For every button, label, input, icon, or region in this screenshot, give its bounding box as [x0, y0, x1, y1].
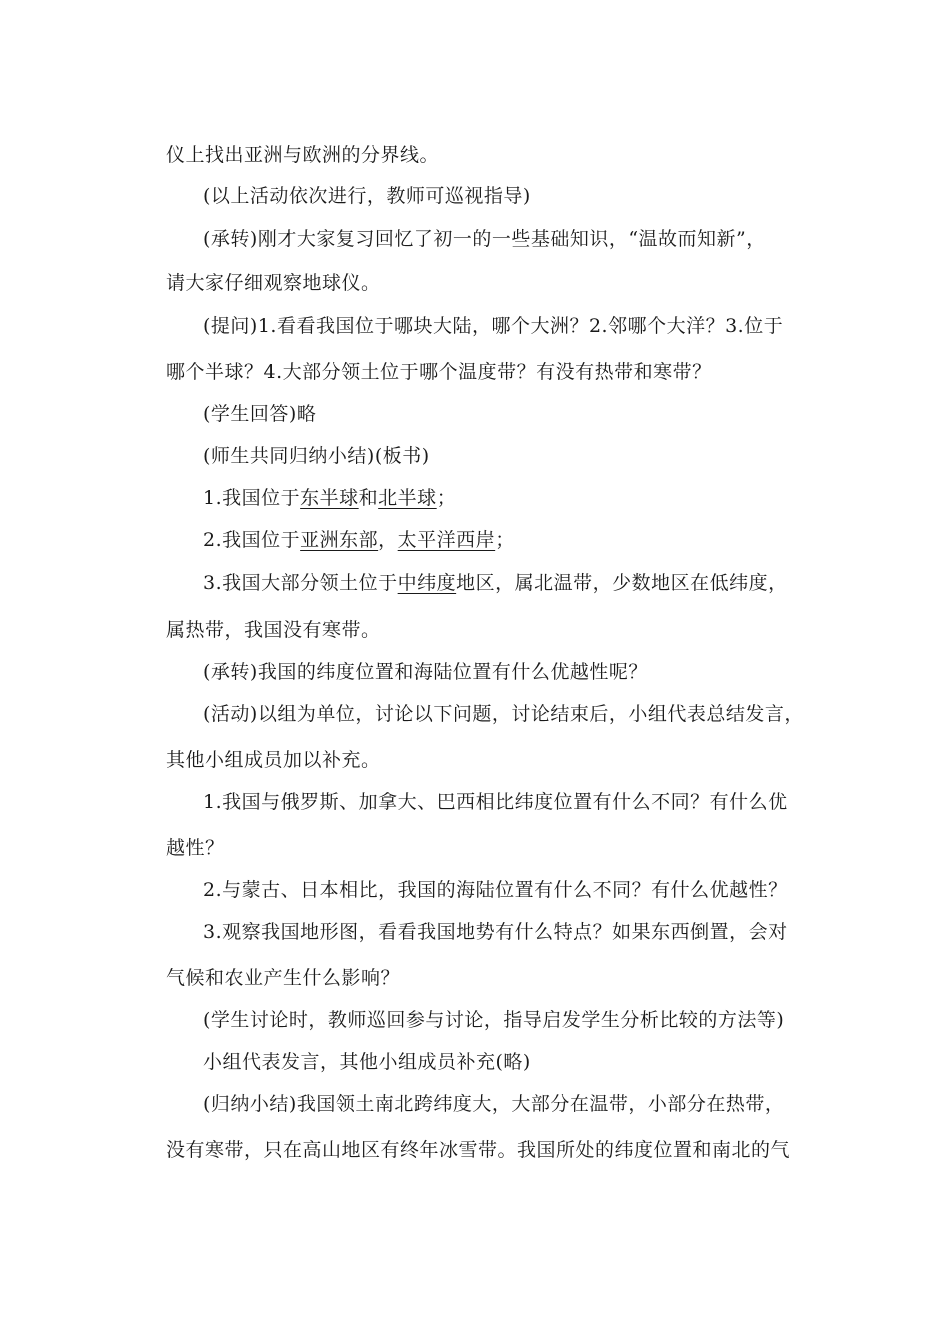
summary-prefix: 1.我国位于 — [203, 487, 301, 509]
underlined-term: 太平洋西岸 — [397, 529, 496, 551]
paragraph-line: 属热带，我国没有寒带。 — [166, 619, 381, 641]
paragraph-line: (归纳小结)我国领土南北跨纬度大，大部分在温带，小部分在热带， — [203, 1093, 785, 1115]
paragraph-line: 气候和农业产生什么影响？ — [166, 967, 401, 989]
summary-connector: 和 — [358, 487, 379, 509]
summary-item-1 — [203, 486, 456, 510]
summary-prefix: 2.我国位于 — [203, 529, 301, 551]
underlined-term: 中纬度 — [397, 572, 457, 594]
paragraph-line: (活动)以组为单位，讨论以下问题，讨论结束后，小组代表总结发言， — [203, 703, 804, 725]
paragraph-line: 请大家仔细观察地球仪。 — [166, 272, 381, 294]
summary-suffix: ； — [436, 487, 457, 509]
summary-suffix: ； — [495, 529, 515, 551]
paragraph-line: (承转)刚才大家复习回忆了初一的一些基础知识，“温故而知新”， — [203, 228, 766, 250]
paragraph-line: (提问)1.看看我国位于哪块大陆，哪个大洲？2.邻哪个大洋？3.位于 — [203, 315, 784, 337]
underlined-term: 亚洲东部 — [300, 529, 379, 551]
paragraph-line: 没有寒带，只在高山地区有终年冰雪带。我国所处的纬度位置和南北的气 — [166, 1139, 791, 1161]
summary-suffix: 地区，属北温带，少数地区在低纬度， — [456, 572, 788, 594]
paragraph-line: 3.观察我国地形图，看看我国地势有什么特点？如果东西倒置，会对 — [203, 921, 788, 943]
paragraph-line: 越性？ — [166, 837, 225, 859]
paragraph-line: 2.与蒙古、日本相比，我国的海陆位置有什么不同？有什么优越性？ — [203, 879, 788, 901]
summary-item-2 — [203, 528, 515, 552]
paragraph-line: 仪上找出亚洲与欧洲的分界线。 — [166, 144, 440, 166]
paragraph-line: (学生讨论时，教师巡回参与讨论，指导启发学生分析比较的方法等) — [203, 1009, 785, 1031]
paragraph-line: (承转)我国的纬度位置和海陆位置有什么优越性呢？ — [203, 661, 648, 683]
paragraph-line: (以上活动依次进行，教师可巡视指导) — [203, 185, 531, 207]
paragraph-line: 1.我国与俄罗斯、加拿大、巴西相比纬度位置有什么不同？有什么优 — [203, 791, 788, 813]
underlined-term: 东半球 — [300, 487, 359, 509]
paragraph-line: 小组代表发言，其他小组成员补充(略) — [203, 1051, 531, 1073]
summary-prefix: 3.我国大部分领土位于 — [203, 572, 398, 594]
summary-connector: ， — [378, 529, 398, 551]
underlined-term: 北半球 — [378, 487, 437, 509]
paragraph-line: 其他小组成员加以补充。 — [166, 749, 381, 771]
paragraph-line: (学生回答)略 — [203, 403, 317, 425]
summary-item-3 — [203, 571, 788, 595]
paragraph-line: 哪个半球？4.大部分领土位于哪个温度带？有没有热带和寒带？ — [166, 361, 712, 383]
paragraph-line: (师生共同归纳小结)(板书) — [203, 445, 430, 467]
